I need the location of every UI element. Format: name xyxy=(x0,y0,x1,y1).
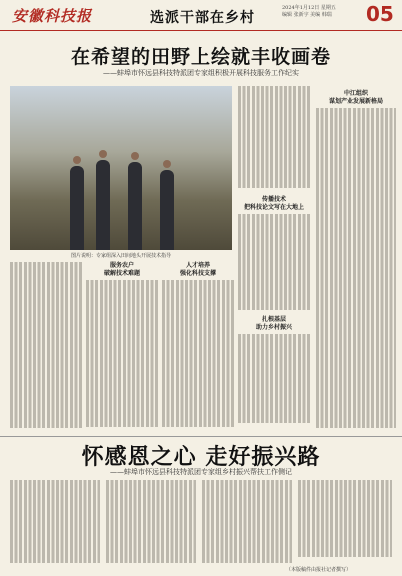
subhead-1: 传播技术 把科技论文写在大地上 xyxy=(243,196,304,211)
photo-figure-head xyxy=(99,150,107,158)
body-text-column xyxy=(298,480,392,564)
story1-headline: 在希望的田野上绘就丰收画卷 xyxy=(70,46,331,68)
body-text-column xyxy=(10,480,100,566)
body-text-column xyxy=(86,280,158,430)
body-text-column xyxy=(10,262,82,430)
story2-endnote: （本版稿件由报社记者撰写） xyxy=(286,567,352,573)
photo-figure xyxy=(96,160,110,250)
body-text-column xyxy=(202,480,292,566)
subhead-2: 扎根基层 助力乡村振兴 xyxy=(255,316,292,331)
newspaper-logo: 安徽科技报 xyxy=(12,7,93,25)
story1-photo xyxy=(10,86,232,250)
photo-figure-head xyxy=(131,152,139,160)
subhead-3: 中江组织 谋划产业发展新格局 xyxy=(328,90,383,105)
issue-info xyxy=(282,5,367,19)
subhead-4: 服务农户 破解技术难题 xyxy=(103,262,140,277)
masthead xyxy=(0,0,402,31)
body-text-column xyxy=(316,108,396,430)
photo-figure xyxy=(160,170,174,250)
story2-headline: 怀感恩之心 走好振兴路 xyxy=(81,444,321,470)
photo-figure xyxy=(128,162,142,250)
section-divider xyxy=(0,436,402,437)
body-text-column xyxy=(238,334,310,430)
editor-credits: 编辑 张新宇 美编 韩瑞 xyxy=(282,12,332,18)
story2-subheadline: ——蚌埠市怀远县科技特派团专家组乡村振兴帮扶工作侧记 xyxy=(110,468,292,476)
section-title: 选派干部在乡村 xyxy=(150,10,255,26)
body-text-column xyxy=(162,280,234,430)
photo-figure-head xyxy=(163,160,171,168)
issue-date: 2024年1月12日 星期五 xyxy=(282,5,336,11)
body-text-column xyxy=(238,214,310,314)
subhead-5: 人才培养 强化科技支撑 xyxy=(179,262,216,277)
body-text-column xyxy=(238,86,310,194)
story1-subheadline: ——蚌埠市怀远县科技特派团专家组积极开展科技服务工作纪实 xyxy=(103,69,299,77)
photo-figure-head xyxy=(73,156,81,164)
photo-caption: 图片说明：专家组深入田间地头开展技术指导 xyxy=(70,253,171,259)
photo-figure xyxy=(70,166,84,250)
page-number: 05 xyxy=(366,2,394,26)
body-text-column xyxy=(106,480,196,566)
